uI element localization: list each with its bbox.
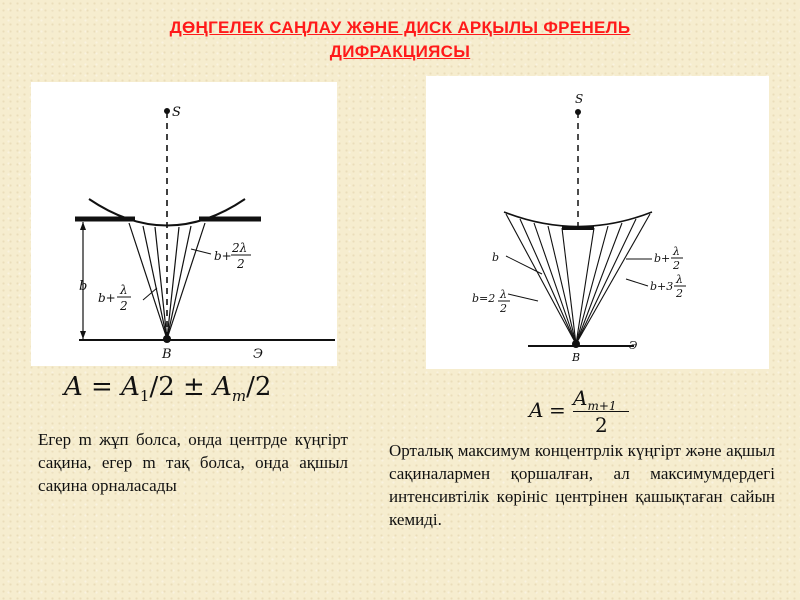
- b-plus3-label: b+3: [650, 280, 674, 293]
- b-plus-label-left: b+: [98, 291, 116, 305]
- lambda-left: λ: [500, 288, 507, 301]
- page-title: [0, 16, 800, 64]
- lambda-label-left: λ: [120, 283, 128, 297]
- source-label: S: [172, 105, 181, 120]
- aperture-diagram-svg: [31, 82, 337, 366]
- screen-label: Э: [629, 339, 638, 352]
- title-line-2: ДИФРАКЦИЯСЫ: [329, 42, 471, 61]
- disc-diagram-svg: [426, 76, 769, 369]
- lambda-right-2: λ: [676, 273, 683, 286]
- point-b-label: B: [162, 347, 172, 362]
- leader-lambda: [143, 288, 157, 300]
- rays-right: [576, 214, 650, 344]
- formula-right: A = $A_{m+1}$ 2: [529, 386, 639, 434]
- formula-left: $A = A_1/2 \pm A_m/2$: [64, 372, 272, 406]
- text-left: Егер m жұп болса, онда центрде күңгірт сақина, егер m тақ болса, онда ақшыл сақина орналасады: [38, 430, 348, 495]
- disc-diagram: [426, 76, 769, 369]
- rays-left: [506, 214, 576, 344]
- aperture-diagram: [31, 82, 337, 366]
- two-lambda-label: 2λ: [232, 241, 248, 255]
- leader-2lambda: [191, 249, 211, 254]
- point-b: [572, 340, 580, 348]
- source-point: [164, 108, 170, 114]
- title-line-1: ДӨҢГЕЛЕК САҢЛАУ ЖӘНЕ ДИСК АРҚЫЛЫ ФРЕНЕЛЬ: [169, 18, 631, 37]
- text-right: Орталық максимум концентрлік күңгірт және ақшыл сақиналармен қоршалған, ал максимумдердегі интенсивтілік көрініс центрінен қашықтаған сайын кемиді.: [389, 441, 775, 529]
- point-b-label: B: [572, 351, 581, 364]
- source-point: [575, 109, 581, 115]
- source-label: S: [575, 92, 584, 106]
- denom-left: 2: [120, 299, 128, 313]
- denom-right-2: 2: [676, 287, 683, 300]
- b-eq2-label: b=2: [472, 292, 496, 305]
- point-b: [163, 335, 171, 343]
- b-label: b: [492, 251, 500, 264]
- distance-b-label: b: [79, 279, 88, 294]
- screen-label: Э: [253, 347, 263, 362]
- denom-right: 2: [237, 257, 245, 271]
- b-plus-label-right: b+: [214, 249, 232, 263]
- lambda-right-1: λ: [673, 245, 680, 258]
- b-plus-label: b+: [654, 252, 671, 265]
- denom-left: 2: [500, 302, 507, 315]
- denom-right-1: 2: [673, 259, 680, 272]
